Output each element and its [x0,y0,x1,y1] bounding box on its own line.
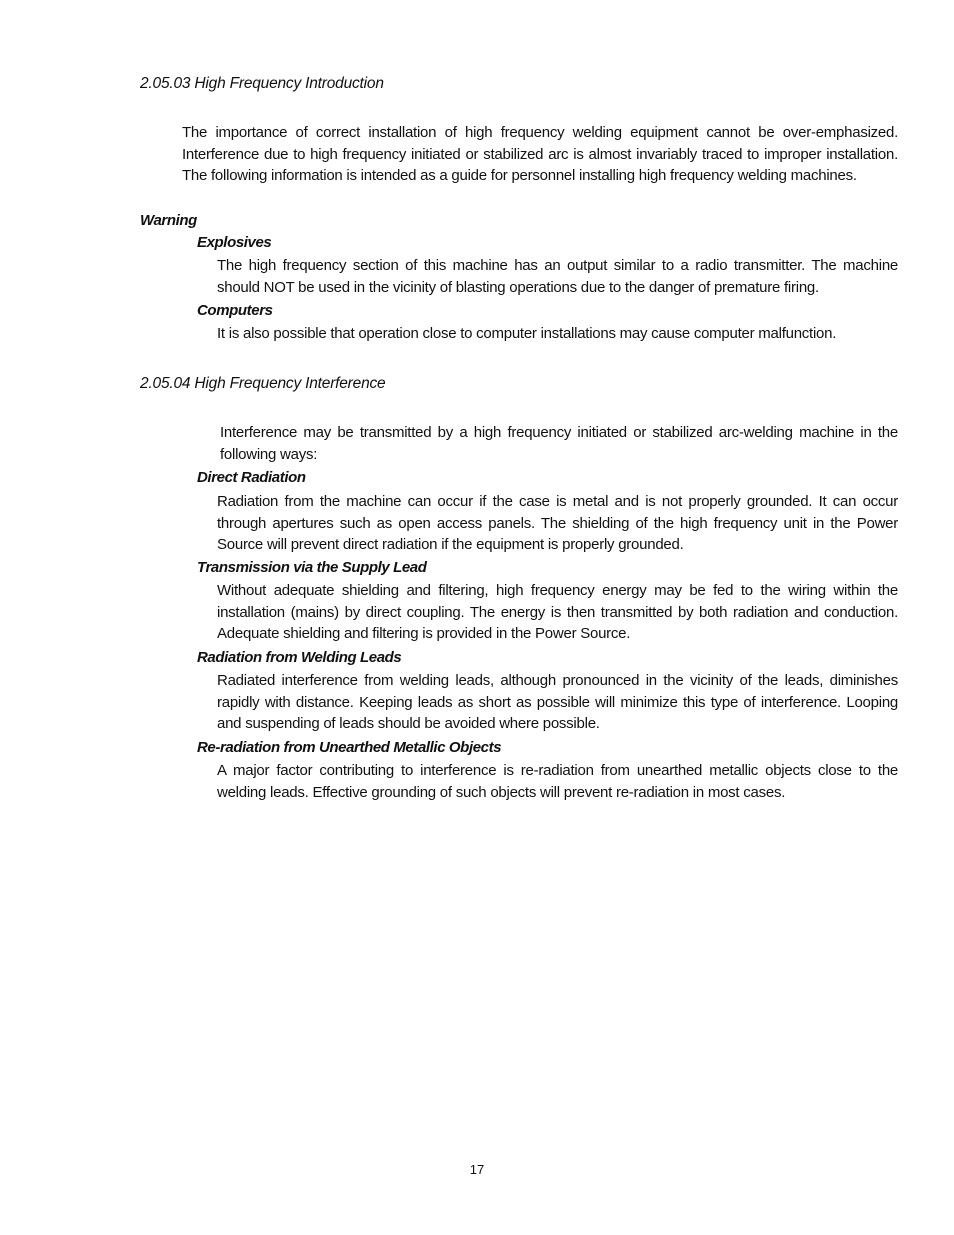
warning-label: Warning [140,212,197,229]
page-number: 17 [469,1162,485,1177]
direct-radiation-text: Radiation from the machine can occur if the case is metal and is not properly grounded. It can occur through apertures such as open access panels. The shielding of the high frequency unit in the Power Source will prevent direct radiation if the equipment is properly grounded. [217,493,898,553]
supply-lead-heading: Transmission via the Supply Lead [197,559,427,576]
computers-text: It is also possible that operation close to computer installations may cause computer malfunction. [217,325,837,342]
intro-paragraph: The importance of correct installation of high frequency welding equipment cannot be over-emphasized. Interference due to high frequency initiated or stabilized arc is almost invariably traced to improper installation. The following information is intended as a guide for personnel installing high frequency welding machines. [182,124,898,184]
unearthed-objects-heading: Re-radiation from Unearthed Metallic Objects [197,739,502,756]
unearthed-objects-text: A major factor contributing to interference is re-radiation from unearthed metallic objects close to the welding leads. Effective grounding of such objects will prevent re-radiation in most cases. [217,762,898,801]
section-heading-high-frequency-introduction: 2.05.03 High Frequency Introduction [140,75,384,92]
section-heading-high-frequency-interference: 2.05.04 High Frequency Interference [140,375,386,392]
supply-lead-text: Without adequate shielding and filtering, high frequency energy may be fed to the wiring within the installation (mains) by direct coupling. The energy is then transmitted by both radiation and conduction. Adequate shielding and filtering is provided in the Power Source. [217,582,898,642]
welding-leads-heading: Radiation from Welding Leads [197,649,402,666]
explosives-text: The high frequency section of this machine has an output similar to a radio transmitter. The machine should NOT be used in the vicinity of blasting operations due to the danger of premature firing. [217,257,898,296]
welding-leads-text: Radiated interference from welding leads, although pronounced in the vicinity of the leads, diminishes rapidly with distance. Keeping leads as short as possible will minimize this type of interference. Looping and suspending of leads should be avoided where possible. [217,672,898,732]
computers-heading: Computers [197,302,273,319]
interference-intro: Interference may be transmitted by a high frequency initiated or stabilized arc-welding machine in the following ways: [220,424,898,463]
direct-radiation-heading: Direct Radiation [197,469,306,486]
explosives-heading: Explosives [197,234,272,251]
